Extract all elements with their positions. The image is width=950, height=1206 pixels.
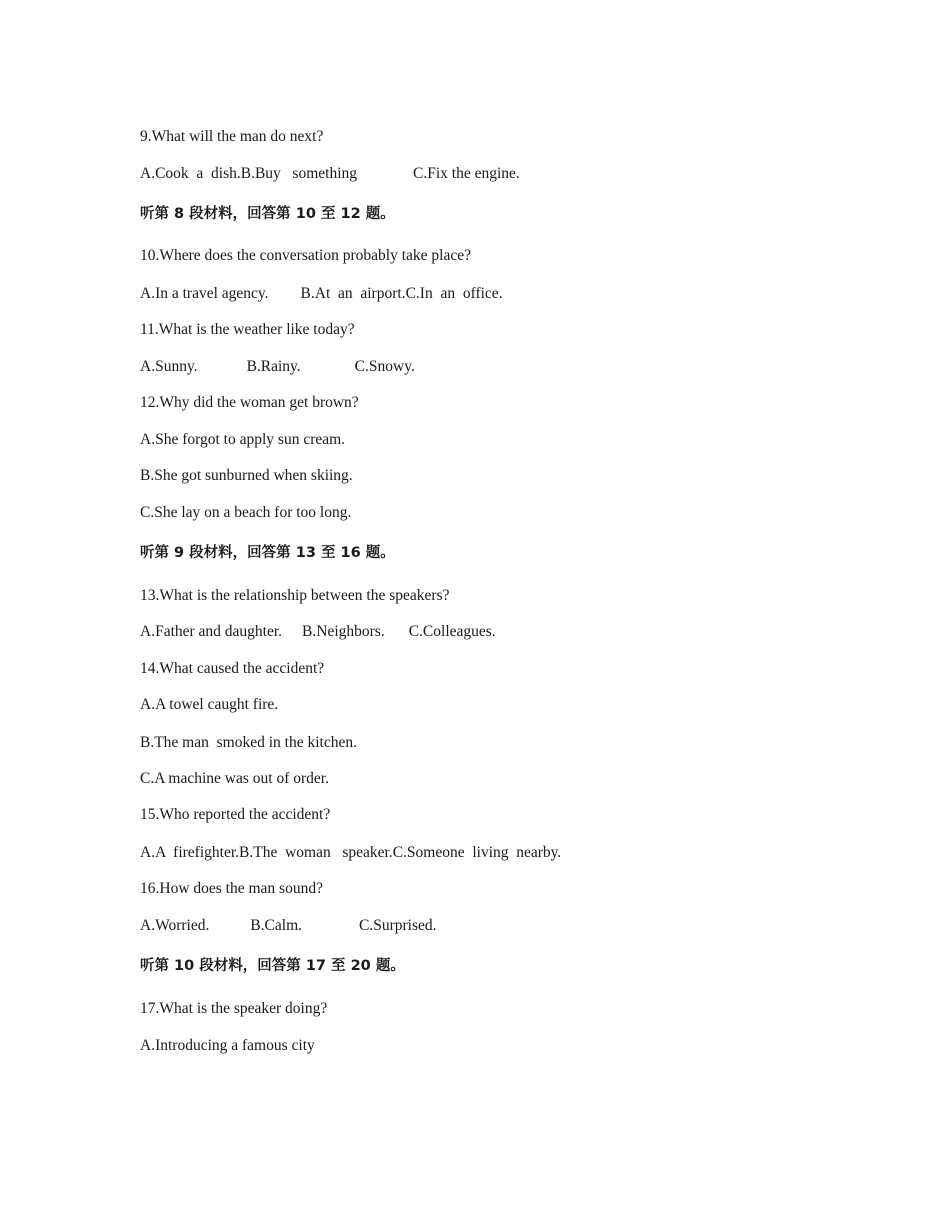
option-b: B.The woman speaker.	[239, 844, 393, 861]
section-heading-8: 听第 8 段材料，回答第 10 至 12 题。	[140, 206, 395, 222]
question-15-options	[140, 843, 561, 863]
option-b: B.Rainy.	[246, 358, 301, 375]
option-a: A.In a travel agency.	[140, 285, 269, 302]
option-b: B.Buy something	[240, 165, 358, 182]
question-14-option-b: B.The man smoked in the kitchen.	[140, 734, 357, 751]
option-c: C.Someone living nearby.	[392, 844, 562, 861]
question-14-option-a: A.A towel caught fire.	[140, 696, 279, 713]
question-13-options	[140, 622, 496, 642]
option-a: A.Cook a dish.	[140, 165, 241, 182]
question-12-option-c: C.She lay on a beach for too long.	[140, 504, 352, 521]
option-c: C.Fix the engine.	[413, 165, 520, 182]
question-9: 9.What will the man do next?	[140, 128, 324, 145]
option-c: C.Colleagues.	[408, 623, 496, 640]
option-a: A.Father and daughter.	[140, 623, 283, 640]
section-heading-10: 听第 10 段材料，回答第 17 至 20 题。	[140, 958, 405, 974]
question-12: 12.Why did the woman get brown?	[140, 394, 359, 411]
question-12-option-a: A.She forgot to apply sun cream.	[140, 431, 346, 448]
question-12-option-b: B.She got sunburned when skiing.	[140, 467, 353, 484]
question-10: 10.Where does the conversation probably take place?	[140, 247, 471, 264]
option-c: C.Snowy.	[354, 358, 415, 375]
question-9-options	[140, 164, 520, 184]
option-b: B.Calm.	[250, 917, 303, 934]
question-14-option-c: C.A machine was out of order.	[140, 770, 329, 787]
option-a: A.A firefighter.	[140, 844, 240, 861]
question-16: 16.How does the man sound?	[140, 880, 323, 897]
question-11: 11.What is the weather like today?	[140, 321, 355, 338]
option-c: C.Surprised.	[359, 917, 437, 934]
question-11-options	[140, 357, 415, 377]
question-13: 13.What is the relationship between the speakers?	[140, 587, 450, 604]
option-a: A.Worried.	[140, 917, 210, 934]
option-c: C.In an office.	[405, 285, 503, 302]
question-17: 17.What is the speaker doing?	[140, 1000, 328, 1017]
option-b: B.Neighbors.	[302, 623, 385, 640]
question-16-options	[140, 916, 437, 936]
question-15: 15.Who reported the accident?	[140, 806, 331, 823]
option-a: A.Sunny.	[140, 358, 198, 375]
question-17-option-a: A.Introducing a famous city	[140, 1037, 315, 1054]
section-heading-9: 听第 9 段材料，回答第 13 至 16 题。	[140, 545, 395, 561]
option-b: B.At an airport.	[300, 285, 406, 302]
question-14: 14.What caused the accident?	[140, 660, 325, 677]
question-10-options	[140, 284, 503, 304]
